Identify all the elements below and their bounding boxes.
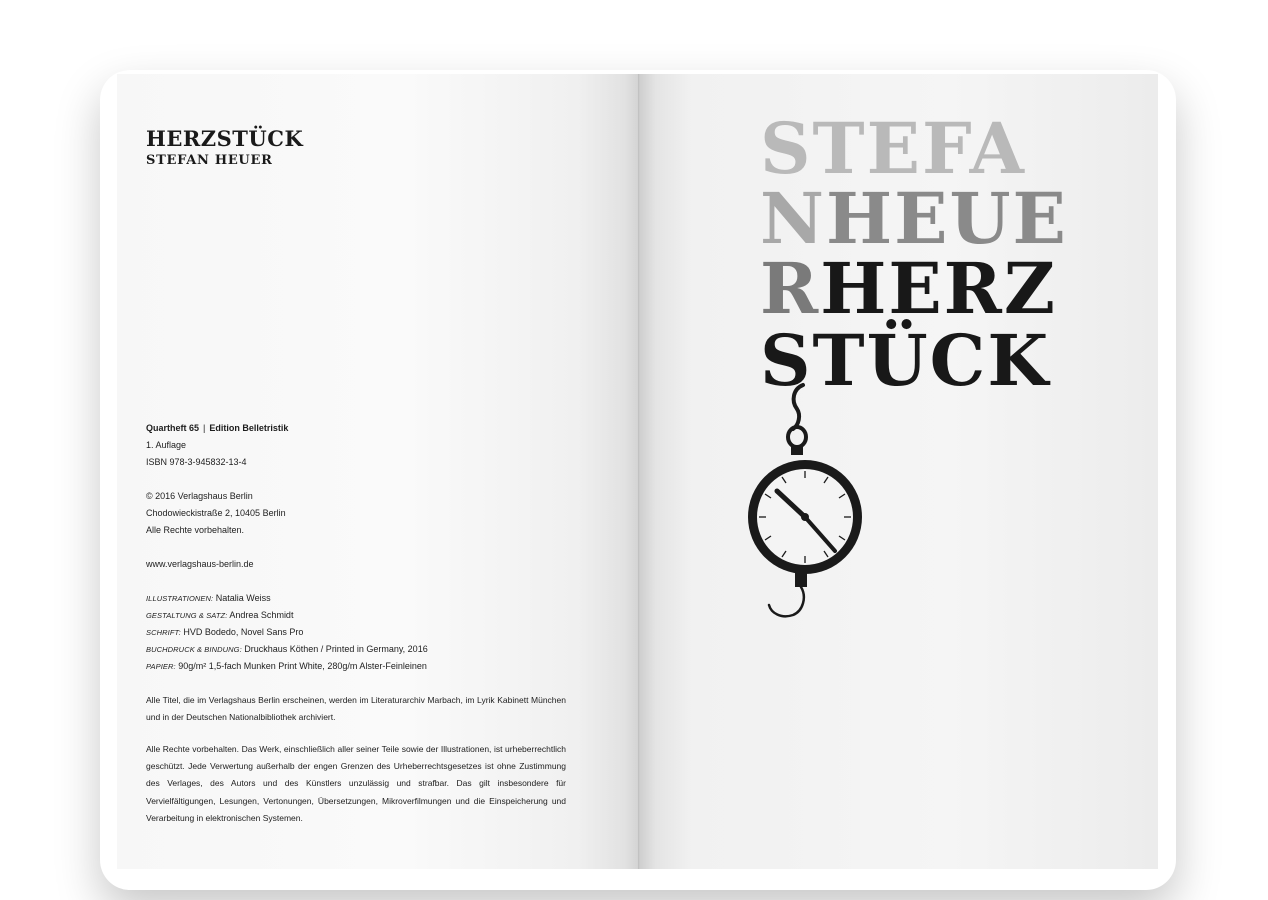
title-line-1 [760, 107, 1060, 190]
credit-value: HVD Bodedo, Novel Sans Pro [180, 627, 304, 637]
title-fragment: STEFA [760, 107, 1026, 190]
scale-bottom-mount [795, 573, 807, 587]
edition-name: Edition Belletristik [209, 423, 289, 433]
credit-illustrations [146, 590, 576, 607]
scale-hanger [793, 385, 803, 429]
book-title: HERZSTÜCK [146, 126, 304, 151]
spacer [146, 471, 576, 488]
title-line-3 [760, 247, 1060, 330]
right-page [640, 74, 1158, 869]
credit-value: Druckhaus Köthen / Printed in Germany, 2016 [241, 644, 428, 654]
scale-hook [769, 587, 804, 616]
credit-label: ILLUSTRATIONEN: [146, 594, 214, 603]
publisher-address: Chodowieckistraße 2, 10405 Berlin [146, 508, 286, 518]
scale-mount [791, 445, 803, 455]
title-fragment: HEUE [825, 177, 1068, 260]
credit-label: GESTALTUNG & SATZ: [146, 611, 228, 620]
copyright: © 2016 Verlagshaus Berlin [146, 491, 253, 501]
rights-reserved: Alle Rechte vorbehalten. [146, 525, 245, 535]
print-run: 1. Auflage [146, 440, 187, 450]
credit-value: Natalia Weiss [213, 593, 271, 603]
credit-paper [146, 658, 576, 675]
isbn: ISBN 978-3-945832-13-4 [146, 457, 247, 467]
scale-ring [788, 427, 806, 447]
title-fragment: N [760, 177, 826, 260]
publisher-website: www.verlagshaus-berlin.de [146, 559, 254, 569]
spacer [146, 539, 576, 556]
credit-font [146, 624, 576, 641]
legal-note: Alle Rechte vorbehalten. Das Werk, einschließlich aller seiner Teile sowie der Illustrationen, ist urheberrechtlich geschützt. Jede Verwertung außerhalb der engen Grenzen des Urheberrechtsgesetzes ist ohne Zustimmung des Verlages, des Autors und des Künstlers unzulässig und strafbar. Das gilt insbesondere für Vervielfältigungen, Lesungen, Vertonungen, Übersetzungen, Mikroverfilmungen und die Einspeicherung und Verarbeitung in elektronischen Systemen. [146, 744, 566, 823]
title-fragment: HERZ [820, 247, 1057, 330]
credit-value: Andrea Schmidt [227, 610, 294, 620]
credit-print [146, 641, 576, 658]
title-line-2 [760, 177, 1068, 260]
series-separator: | [203, 423, 206, 433]
title-fragment: STÜCK [760, 319, 1051, 402]
series-name: Quartheft 65 [146, 423, 200, 433]
credit-label: PAPIER: [146, 662, 176, 671]
spacer [146, 573, 576, 590]
spring-scale-illustration [745, 379, 885, 619]
credit-label: SCHRIFT: [146, 628, 181, 637]
scale-pivot [801, 513, 809, 521]
credit-value: 90g/m² 1,5-fach Munken Print White, 280g/m Alster-Feinleinen [175, 661, 427, 671]
title-fragment: R [760, 247, 821, 330]
archive-note: Alle Titel, die im Verlagshaus Berlin erscheinen, werden im Literaturarchiv Marbach, im Lyrik Kabinett München und in der Deutschen Nationalbibliothek archiviert. [146, 695, 566, 723]
imprint-block [146, 420, 576, 675]
left-page [117, 74, 640, 869]
series-line [146, 420, 576, 437]
credit-label: BUCHDRUCK & BINDUNG: [146, 645, 242, 654]
credit-design [146, 607, 576, 624]
book-author: STEFAN HEUER [146, 153, 273, 168]
